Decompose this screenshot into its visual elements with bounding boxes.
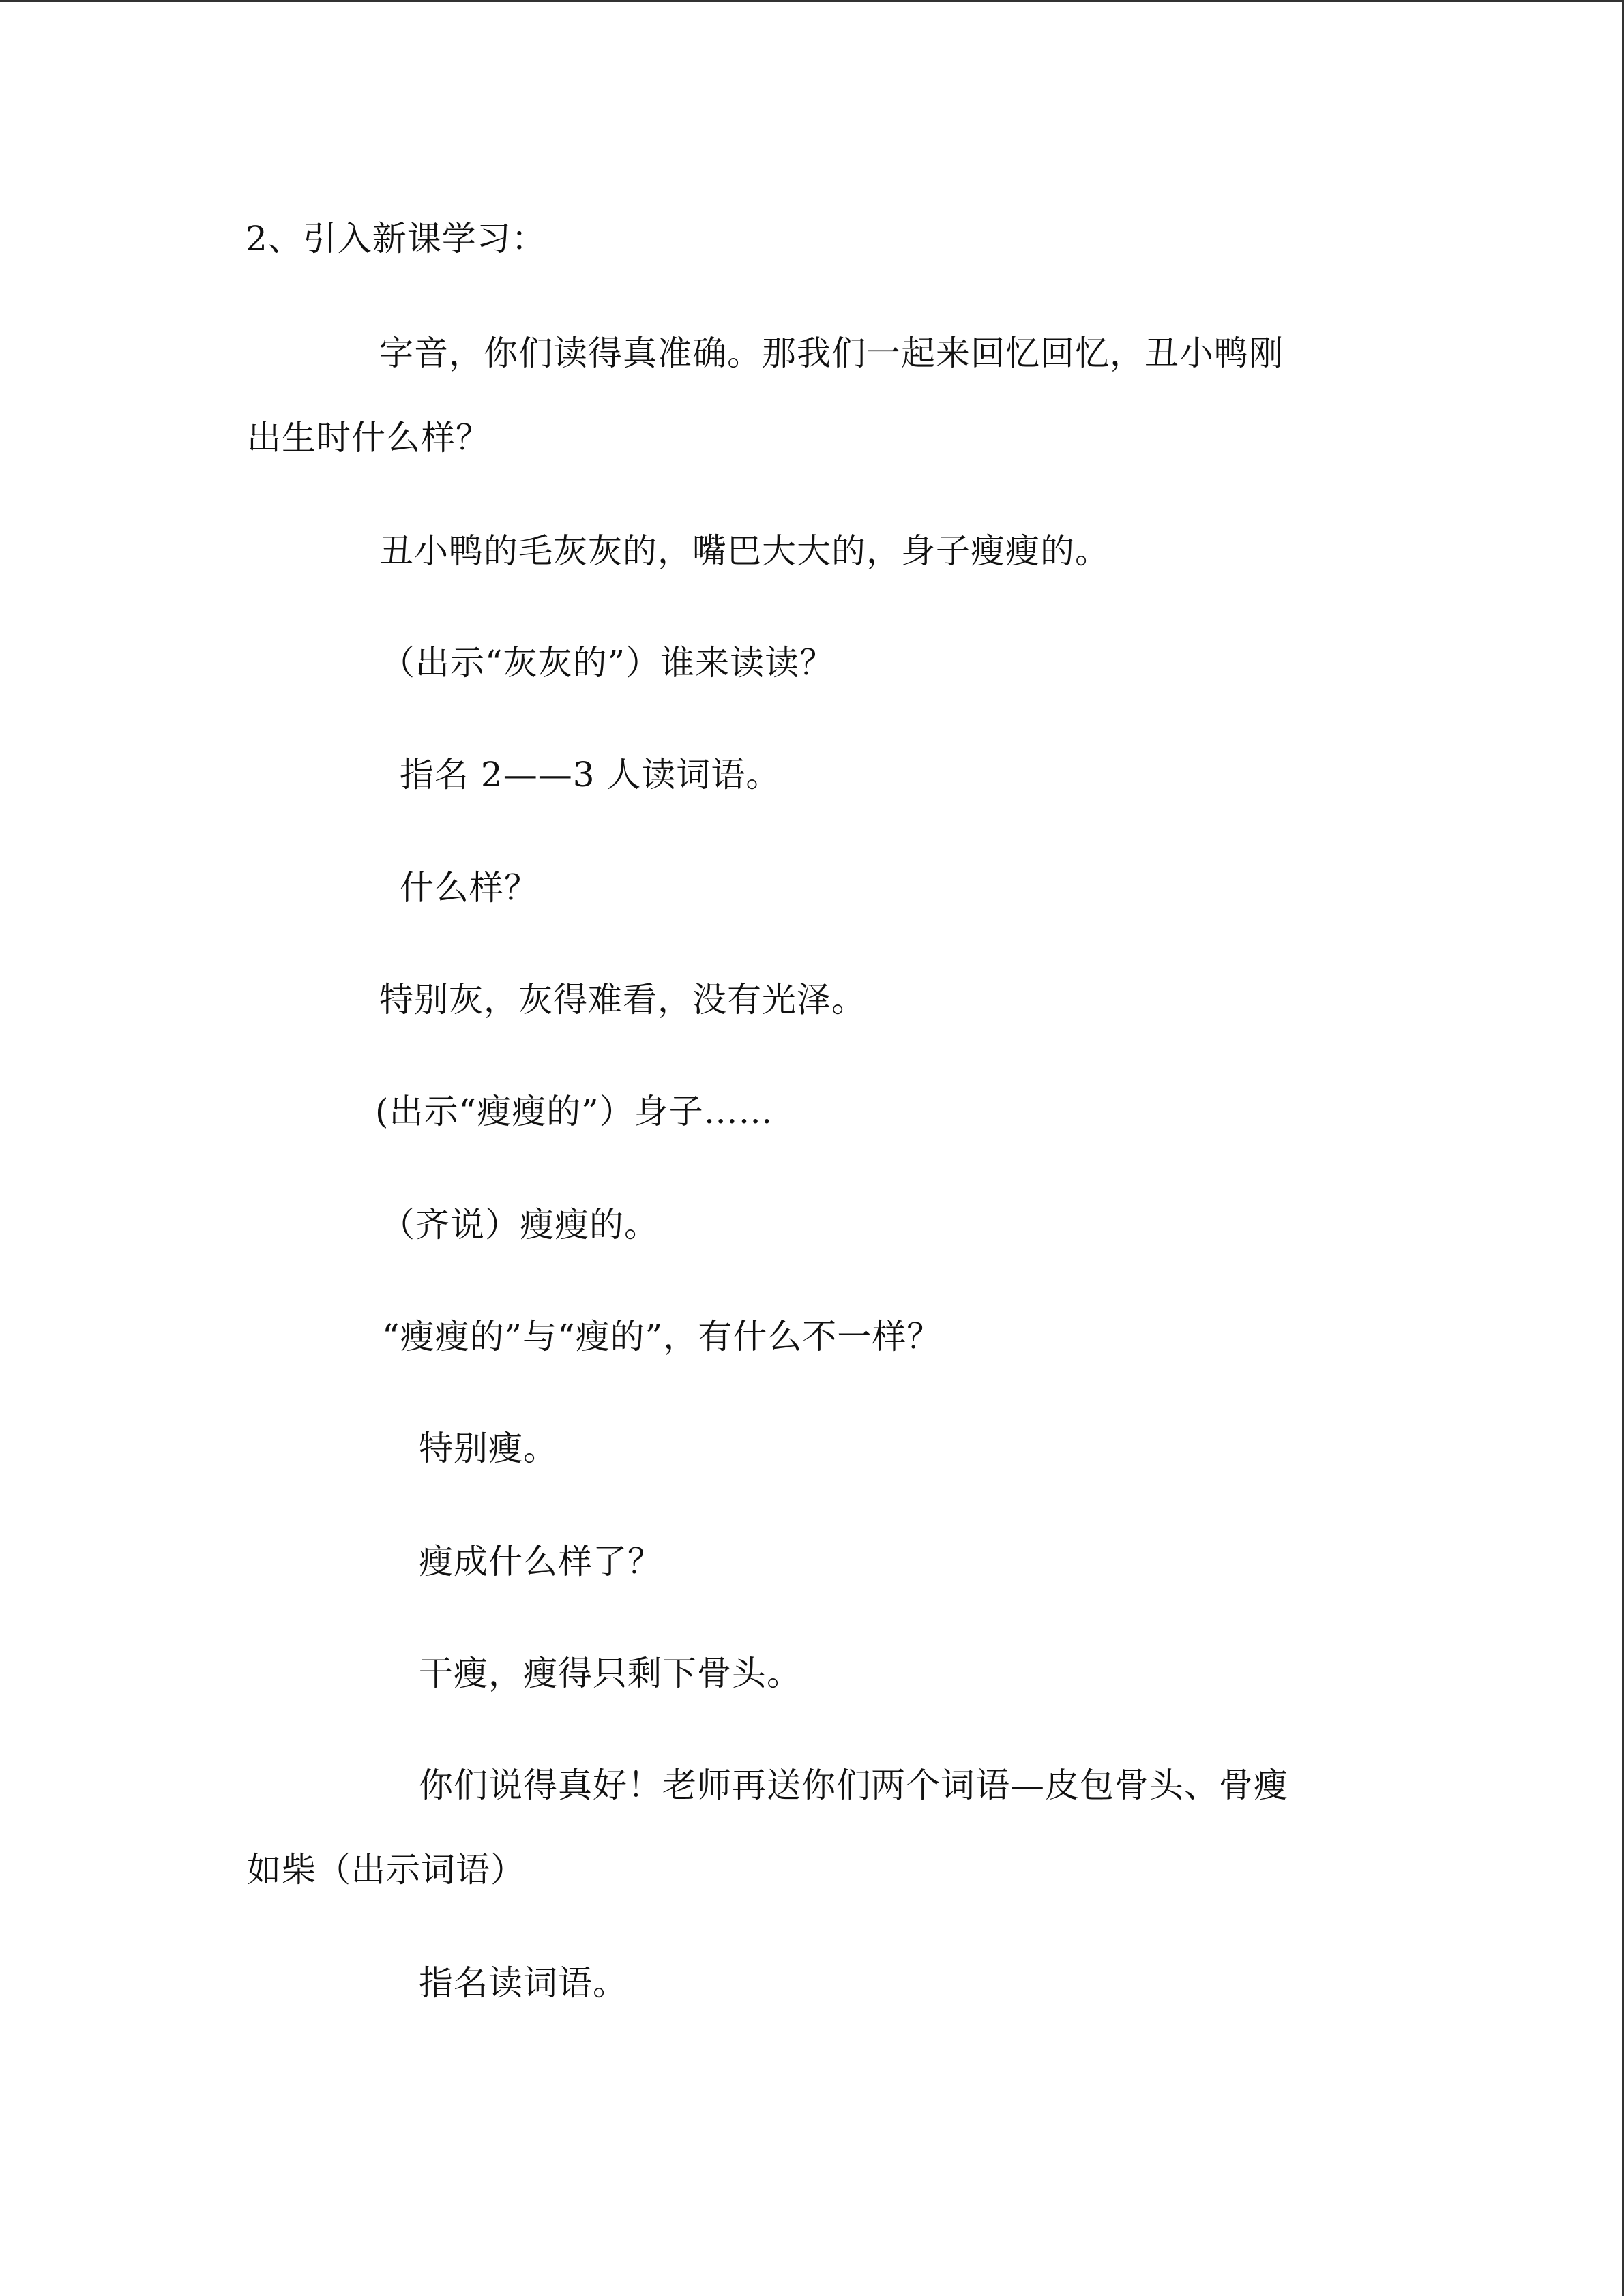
paragraph-line: 指名读词语。 (419, 1963, 628, 2003)
paragraph-line: 丑小鸭的毛灰灰的，嘴巴大大的，身子瘦瘦的。 (379, 531, 1110, 571)
paragraph-line: （出示“灰灰的”）谁来读读？ (381, 643, 835, 683)
paragraph-line: 指名 2——3 人读词语。 (400, 755, 781, 794)
paragraph-line: 瘦成什么样了？ (419, 1542, 662, 1581)
paragraph-line: 特别灰，灰得难看，没有光泽。 (379, 980, 866, 1019)
paragraph-line: 出生时什么样？ (247, 418, 490, 458)
paragraph-line: 你们说得真好！老师再送你们两个词语—皮包骨头、骨瘦 (419, 1765, 1288, 1805)
paragraph-line: 干瘦，瘦得只剩下骨头。 (419, 1654, 801, 1693)
paragraph-line: “瘦瘦的”与“瘦的”，有什么不一样？ (382, 1317, 942, 1356)
paragraph-line: 如柴（出示词语） (247, 1850, 525, 1890)
paragraph-line: 特别瘦。 (419, 1429, 558, 1468)
paragraph-line: （齐说）瘦瘦的。 (381, 1205, 659, 1244)
page-border-top (0, 0, 1624, 2)
paragraph-line: (出示“瘦瘦的”）身子…… (375, 1092, 773, 1131)
paragraph-line: 什么样？ (400, 868, 539, 908)
paragraph-line: 字音，你们读得真准确。那我们一起来回忆回忆，丑小鸭刚 (379, 333, 1284, 373)
section-heading: 2、引入新课学习： (246, 219, 546, 258)
